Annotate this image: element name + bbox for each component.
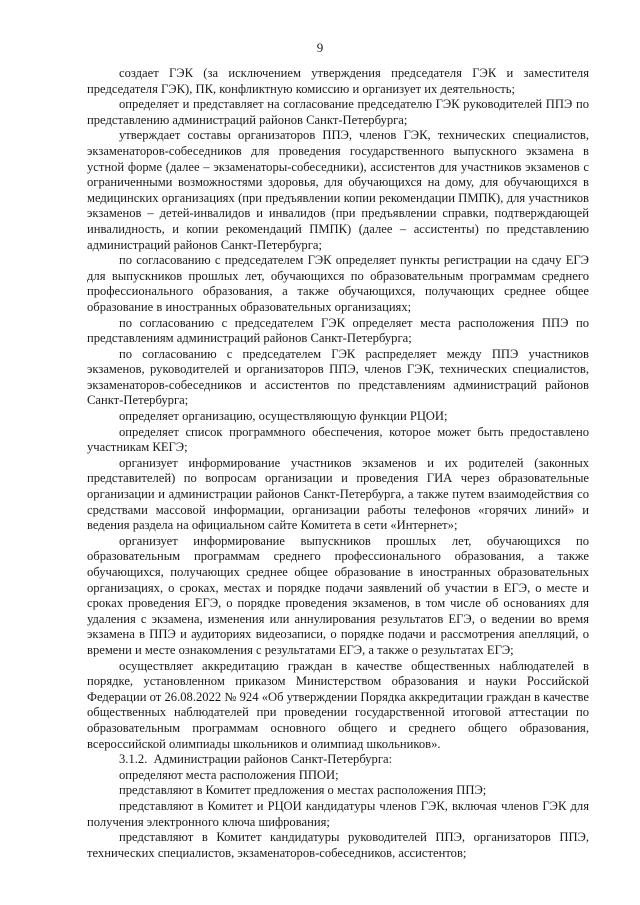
paragraph: представляют в Комитет кандидатуры руководителей ППЭ, организаторов ППЭ, технических специалистов, экзаменаторов-собеседников, ассистентов;: [87, 830, 589, 860]
paragraph: организует информирование участников экзаменов и их родителей (законных представителей) по вопросам организации и проведения ГИА через образовательные организации и администрации районов Санкт-Петербурга, а также путем взаимодействия со средствами массовой информации, организации работы телефонов «горячих линий» и ведения раздела на официальном сайте Комитета в сети «Интернет»;: [87, 455, 589, 533]
paragraph: осуществляет аккредитацию граждан в качестве общественных наблюдателей в порядке, установленном приказом Министерством образования и науки Российской Федерации от 26.08.2022 № 924 «Об утверждении Порядка аккредитации граждан в качестве общественных наблюдателей при проведении государственной итоговой аттестации по образовательным программам основного общего и среднего общего образования, всероссийской олимпиады школьников и олимпиад школьников».: [87, 658, 589, 751]
section-heading: 3.1.2. Администрации районов Санкт-Петербурга:: [119, 752, 393, 767]
paragraph: определяет список программного обеспечения, которое может быть предоставлено участникам КЕГЭ;: [87, 424, 589, 455]
paragraph: по согласованию с председателем ГЭК распределяет между ППЭ участников экзаменов, руководителей и организаторов ППЭ, членов ГЭК, технических специалистов, экзаменаторов-собеседников и ассистентов по представлениям администраций районов Санкт-Петербурга;: [87, 346, 589, 408]
paragraph: по согласованию с председателем ГЭК определяет места расположения ППЭ по представлениям администраций районов Санкт-Петербурга;: [87, 315, 589, 346]
paragraph: создает ГЭК (за исключением утверждения председателя ГЭК и заместителя председателя ГЭК), ПК, конфликтную комиссию и организует их деятельность;: [87, 66, 589, 96]
paragraph: представляют в Комитет предложения о местах расположения ППЭ;: [119, 783, 487, 798]
paragraph: по согласованию с председателем ГЭК определяет пункты регистрации на сдачу ЕГЭ для выпускников прошлых лет, обучающихся по образовательным программам среднего профессионального образования, а также обучающихся, получающих среднее общее образование в иностранных образовательных организациях;: [87, 253, 589, 314]
paragraph: организует информирование выпускников прошлых лет, обучающихся по образовательным программам среднего профессионального образования, а также обучающихся, получающих среднее общее образование в иностранных образовательных организациях, о сроках, местах и порядке подачи заявлений об участии в ЕГЭ, о месте и сроках проведения ЕГЭ, о порядке проведения экзаменов, в том числе об основаниях для удаления с экзамена, изменения или аннулирования результатов ЕГЭ, о ведении во время экзамена в ППЭ и аудиториях видеозаписи, о порядке подачи и рассмотрения апелляций, о времени и месте ознакомления с результатами ЕГЭ, а также о результатах ЕГЭ;: [87, 533, 589, 657]
paragraph: представляют в Комитет и РЦОИ кандидатуры членов ГЭК, включая членов ГЭК для получения электронного ключа шифрования;: [87, 798, 589, 829]
paragraph: утверждает составы организаторов ППЭ, членов ГЭК, технических специалистов, экзаменаторов-собеседников для проведения государственного выпускного экзамена в устной форме (далее – экзаменаторы-собеседники), ассистентов для участников экзаменов с ограниченными возможностями здоровья, для обучающихся на дому, для обучающихся в медицинских организациях (при предъявлении копии рекомендации ПМПК), для участников экзаменов – детей-инвалидов и инвалидов (при предъявлении справки, подтверждающей инвалидность, и копии рекомендаций ПМПК) (далее – ассистенты) по представлению администраций районов Санкт-Петербурга;: [87, 128, 589, 252]
paragraph: определяют места расположения ППОИ;: [119, 767, 339, 782]
paragraph: определяет и представляет на согласование председателю ГЭК руководителей ППЭ по представлению администраций районов Санкт-Петербурга;: [87, 97, 589, 127]
page-number: 9: [316, 40, 324, 55]
paragraph: определяет организацию, осуществляющую функции РЦОИ;: [119, 409, 448, 424]
document-body: [87, 66, 589, 861]
